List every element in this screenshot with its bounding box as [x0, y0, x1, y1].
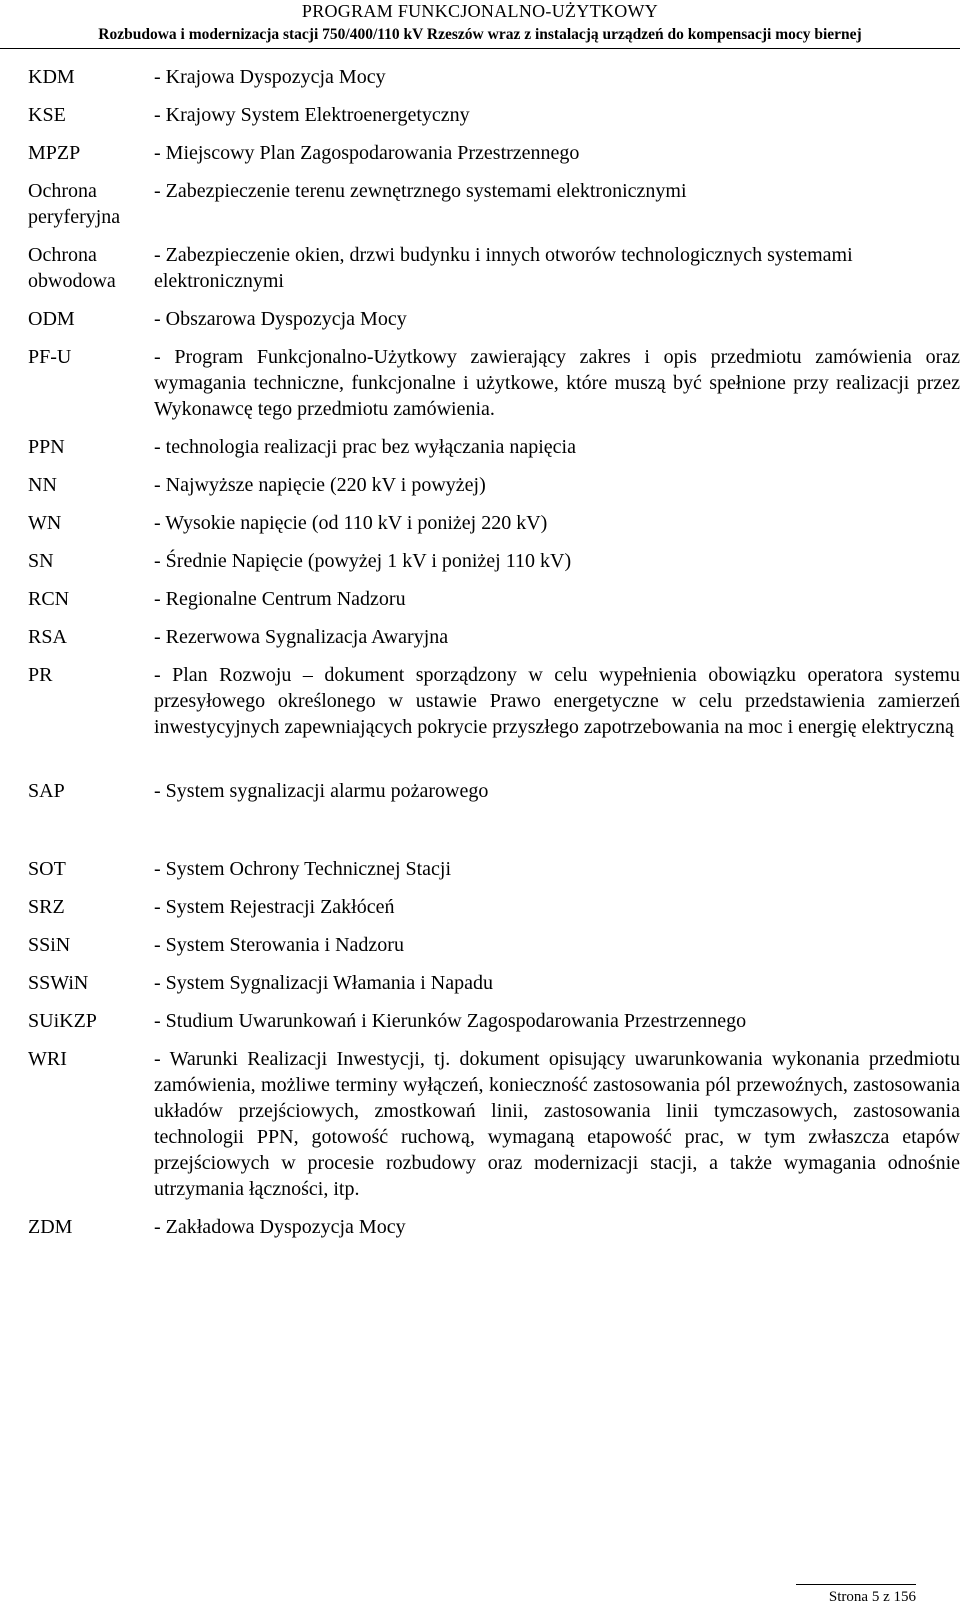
abbreviation-definition: - System Sterowania i Nadzoru	[154, 934, 404, 956]
abbreviation-definition: - Rezerwowa Sygnalizacja Awaryjna	[154, 626, 449, 648]
abbreviation-term: SOT	[28, 858, 66, 880]
abbreviation-term: WRI	[28, 1048, 67, 1070]
abbreviation-definition: - Plan Rozwoju – dokument sporządzony w celu wypełnienia obowiązku operatora systemu przesyłowego określonego w ustawie Prawo energetyczne w celu przedstawienia zamierzeń inwestycyjnych zapewniających pokrycie przyszłego zapotrzebowania na moc i energię elektryczną	[154, 664, 960, 738]
abbreviation-definition: - Miejscowy Plan Zagospodarowania Przestrzennego	[154, 142, 580, 164]
abbreviation-term: PR	[28, 664, 53, 686]
abbreviation-definition: - Wysokie napięcie (od 110 kV i poniżej 220 kV)	[154, 512, 548, 534]
abbreviation-term: SUiKZP	[28, 1010, 97, 1032]
abbreviation-definition: - Zabezpieczenie terenu zewnętrznego systemami elektronicznymi	[154, 180, 687, 202]
abbreviation-term: SSiN	[28, 934, 71, 956]
abbreviation-definition: - Regionalne Centrum Nadzoru	[154, 588, 406, 610]
abbreviation-definition: - technologia realizacji prac bez wyłączania napięcia	[154, 436, 576, 458]
abbreviation-definition: - Krajowa Dyspozycja Mocy	[154, 66, 386, 88]
abbreviation-definition: - Średnie Napięcie (powyżej 1 kV i poniżej 110 kV)	[154, 550, 572, 572]
abbreviation-term: Ochrona peryferyjna	[28, 180, 121, 228]
abbreviation-term: KDM	[28, 66, 75, 88]
abbreviation-definition: - System Ochrony Technicznej Stacji	[154, 858, 452, 880]
abbreviation-term: MPZP	[28, 142, 81, 164]
abbreviation-definition: - Obszarowa Dyspozycja Mocy	[154, 308, 407, 330]
abbreviation-definition: - Studium Uwarunkowań i Kierunków Zagospodarowania Przestrzennego	[154, 1010, 747, 1032]
abbreviation-definition: - Krajowy System Elektroenergetyczny	[154, 104, 470, 126]
document-title: PROGRAM FUNKCJONALNO-UŻYTKOWY	[301, 1, 659, 21]
page-number: Strona 5 z 156	[796, 1584, 916, 1607]
document-subtitle: Rozbudowa i modernizacja stacji 750/400/110 kV Rzeszów wraz z instalacją urządzeń do kompensacji mocy biernej	[98, 26, 862, 43]
abbreviation-definition: - Najwyższe napięcie (220 kV i powyżej)	[154, 474, 486, 496]
abbreviation-term: KSE	[28, 104, 66, 126]
abbreviation-definition: - System Sygnalizacji Włamania i Napadu	[154, 972, 493, 994]
abbreviation-term: ODM	[28, 308, 75, 330]
abbreviation-definition: - System sygnalizacji alarmu pożarowego	[154, 780, 489, 802]
abbreviation-term: WN	[28, 512, 62, 534]
abbreviation-definition: - Zakładowa Dyspozycja Mocy	[154, 1216, 406, 1238]
abbreviation-definition: - Warunki Realizacji Inwestycji, tj. dokument opisujący uwarunkowania wykonania przedmiotu zamówienia, możliwe terminy wyłączeń, konieczność zastosowania pól przewoźnych, zastosowania układów przejściowych, zmostkowań linii, zastosowania linii tymczasowych, zastosowania technologii PPN, gotowość ruchową, wymaganą etapowość prac, w tym zwłaszcza etapów przejściowych w procesie rozbudowy oraz modernizacji stacji, a także wymagania odnośnie utrzymania łączności, itp.	[154, 1048, 960, 1200]
abbreviation-term: SRZ	[28, 896, 65, 918]
abbreviation-definition: - Zabezpieczenie okien, drzwi budynku i innych otworów technologicznych systemami elektronicznymi	[154, 244, 853, 292]
abbreviation-term: Ochrona obwodowa	[28, 244, 116, 292]
page-header	[0, 0, 960, 49]
abbreviation-term: PF-U	[28, 346, 72, 368]
abbreviation-term: NN	[28, 474, 57, 496]
abbreviation-term: ZDM	[28, 1216, 73, 1238]
abbreviation-term: SAP	[28, 780, 65, 802]
abbreviation-term: SN	[28, 550, 54, 572]
abbreviation-term: RSA	[28, 626, 67, 648]
abbreviation-term: RCN	[28, 588, 70, 610]
abbreviation-term: SSWiN	[28, 972, 89, 994]
abbreviation-definition: - System Rejestracji Zakłóceń	[154, 896, 395, 918]
abbreviation-definition: - Program Funkcjonalno-Użytkowy zawierający zakres i opis przedmiotu zamówienia oraz wymagania techniczne, funkcjonalne i użytkowe, które muszą być spełnione przy realizacji przez Wykonawcę tego przedmiotu zamówienia.	[154, 346, 960, 420]
abbreviation-term: PPN	[28, 436, 65, 458]
